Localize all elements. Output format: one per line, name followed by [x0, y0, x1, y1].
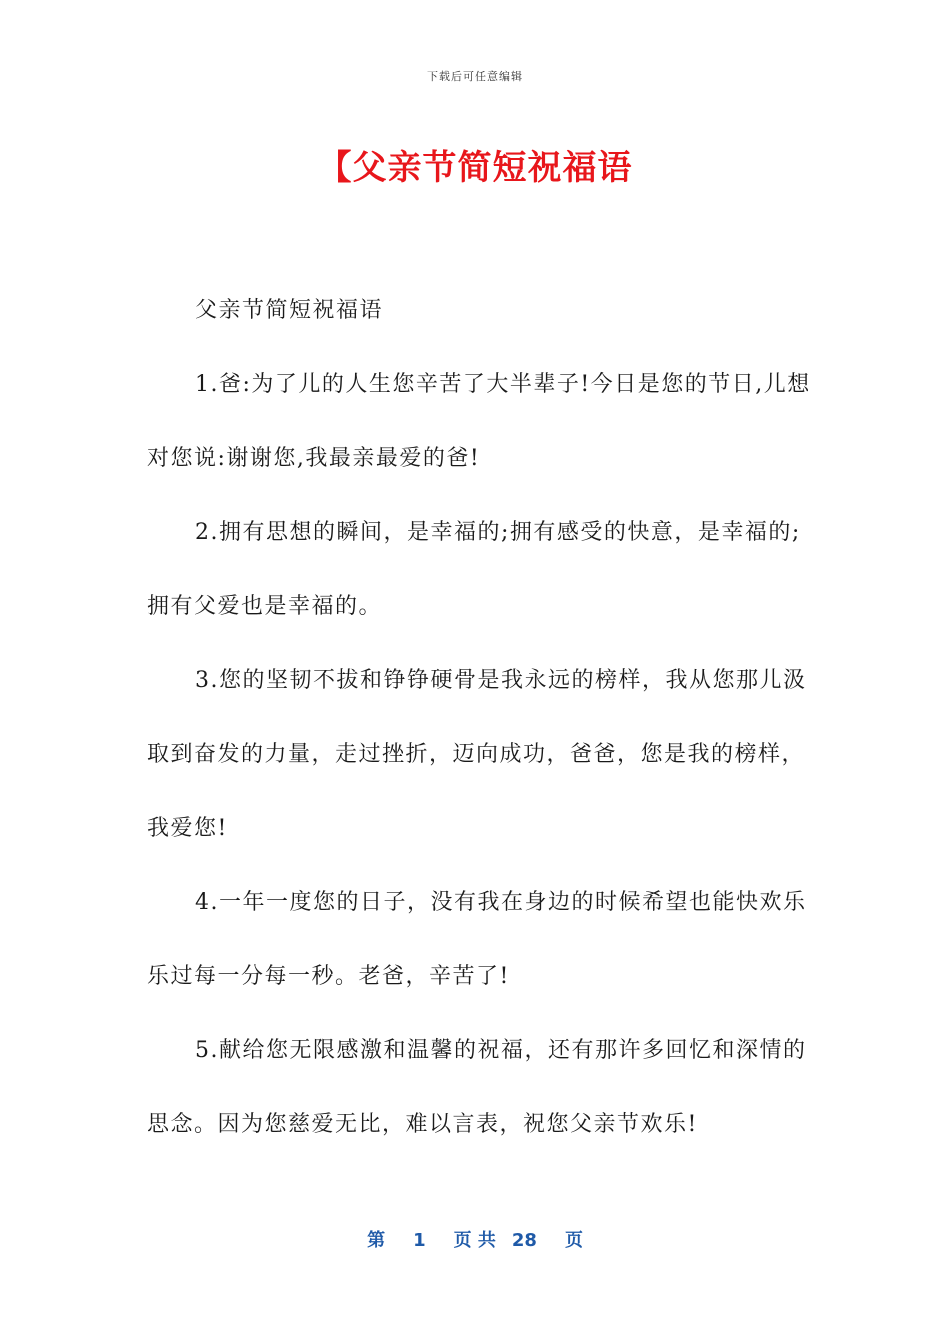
paragraph-4: 4.一年一度您的日子，没有我在身边的时候希望也能快欢乐乐过每一分每一秒。老爸，辛苦了! [147, 890, 807, 989]
document-title: 【父亲节简短祝福语 [317, 148, 633, 188]
header-note: 下载后可任意编辑 [427, 70, 523, 83]
document-body [147, 274, 817, 1162]
page-footer [0, 1226, 950, 1252]
footer-page-mid: 页 共 [453, 1230, 496, 1251]
paragraph-heading: 父亲节简短祝福语 [195, 298, 384, 323]
footer-page-prefix: 第 [367, 1230, 386, 1251]
paragraph-3: 3.您的坚韧不拔和铮铮硬骨是我永远的榜样，我从您那儿汲取到奋发的力量，走过挫折，迈向成功，爸爸，您是我的榜样，我爱您! [147, 668, 807, 841]
paragraph-5: 5.献给您无限感激和温馨的祝福，还有那许多回忆和深情的思念。因为您慈爱无比，难以言表，祝您父亲节欢乐! [147, 1038, 807, 1137]
footer-page-number: 1 [413, 1230, 426, 1251]
paragraph-1: 1.爸:为了儿的人生您辛苦了大半辈子!今日是您的节日,儿想对您说:谢谢您,我最亲最爱的爸! [147, 372, 811, 471]
footer-total-pages: 28 [511, 1230, 537, 1251]
footer-page-suffix: 页 [564, 1230, 583, 1251]
paragraph-2: 2.拥有思想的瞬间，是幸福的;拥有感受的快意，是幸福的;拥有父爱也是幸福的。 [147, 520, 801, 619]
